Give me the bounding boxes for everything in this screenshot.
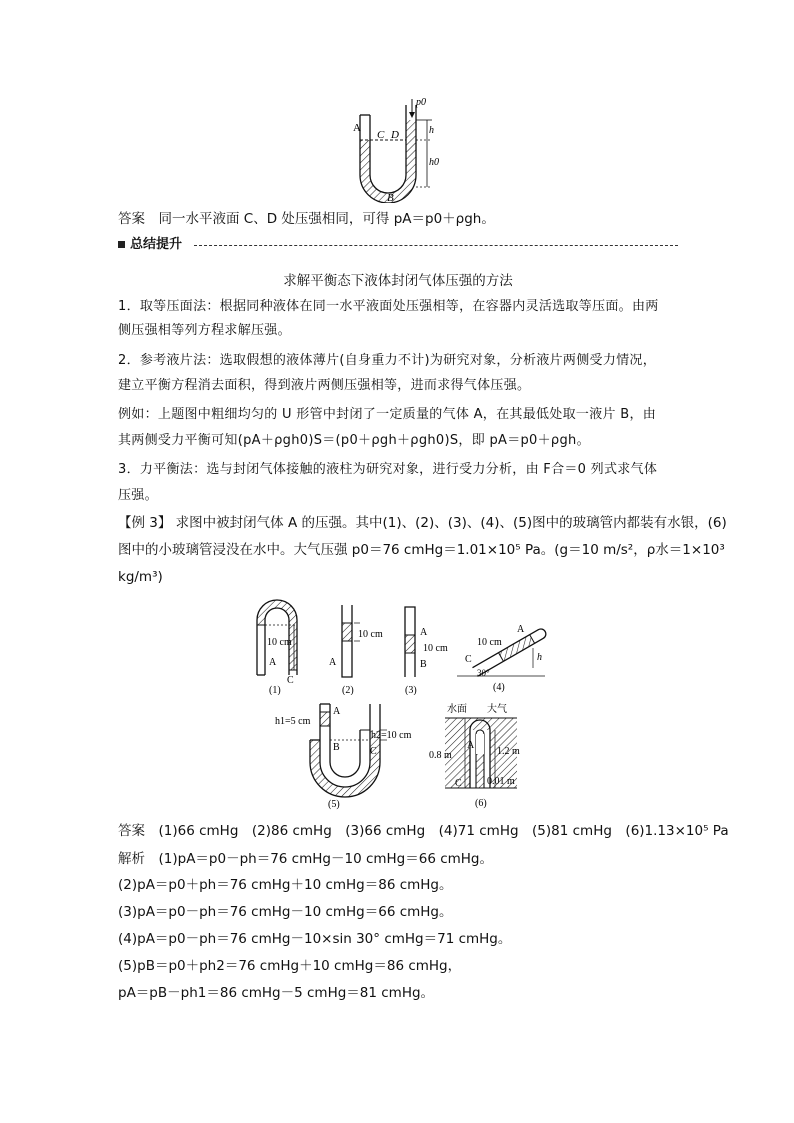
answer-1: 答案 同一水平液面 C、D 处压强相同，可得 pA＝p0＋ρgh。 xyxy=(118,211,495,227)
fig6-caption: (6) xyxy=(475,798,487,809)
fig6-water-surface: 水面 xyxy=(447,704,467,715)
fig5-h1: h1=5 cm xyxy=(275,716,311,727)
summary-title: 总结提升 xyxy=(130,237,183,252)
fig2-length: 10 cm xyxy=(358,629,383,640)
example-line: kg/m³) xyxy=(118,569,163,585)
fig6-label-c: C xyxy=(455,778,462,789)
label-p0: p0 xyxy=(416,97,426,108)
method-line: 2．参考液片法：选取假想的液体薄片(自身重力不计)为研究对象，分析液片两侧受力情况， xyxy=(118,353,657,368)
method-line: 压强。 xyxy=(118,488,158,503)
label-h: h xyxy=(429,125,434,136)
fig4-length: 10 cm xyxy=(477,637,502,648)
method-line: 例如：上题图中粗细均匀的 U 形管中封闭了一定质量的气体 A，在其最低处取一液片 B，由 xyxy=(118,407,657,422)
analysis-line: pA＝pB－ph1＝86 cmHg－5 cmHg＝81 cmHg。 xyxy=(118,985,435,1001)
fig4-caption: (4) xyxy=(493,682,505,693)
label-h0: h0 xyxy=(429,157,439,168)
label-b: B xyxy=(387,192,394,203)
fig1-caption: (1) xyxy=(269,685,281,695)
fig5-caption: (5) xyxy=(328,799,340,810)
fig3-label-a: A xyxy=(420,627,428,638)
figure-4 xyxy=(455,610,555,695)
fig1-length: 10 cm xyxy=(267,637,292,648)
fig1-label-c: C xyxy=(287,675,294,686)
fig5-label-c: C xyxy=(370,746,377,757)
fig4-label-a: A xyxy=(517,624,525,635)
fig2-caption: (2) xyxy=(342,685,354,695)
method-line: 1．取等压面法：根据同种液体在同一水平液面处压强相等，在容器内灵活选取等压面。由两 xyxy=(118,299,659,314)
figure-1 xyxy=(245,595,325,695)
example-line: 图中的小玻璃管浸没在水中。大气压强 p0＝76 cmHg＝1.01×10⁵ Pa。(g＝10 m/s²，ρ水＝1×10³ xyxy=(118,542,725,558)
answer-2: 答案 (1)66 cmHg (2)86 cmHg (3)66 cmHg (4)71 cmHg (5)81 cmHg (6)1.13×10⁵ Pa xyxy=(118,823,729,839)
fig6-depth-001: 0.01 m xyxy=(487,776,515,787)
analysis-line: (5)pB＝p0＋ph2＝76 cmHg＋10 cmHg＝86 cmHg， xyxy=(118,958,462,974)
fig6-label-a: A xyxy=(467,740,475,751)
method-line: 建立平衡方程消去面积，得到液片两侧压强相等，进而求得气体压强。 xyxy=(118,378,531,393)
tube-inner-wall xyxy=(370,105,406,193)
method-line: 其两侧受力平衡可知(pA＋ρgh0)S＝(p0＋ρgh＋ρgh0)S，即 pA＝p0＋ρgh。 xyxy=(118,433,590,448)
method-line: 3．力平衡法：选与封闭气体接触的液柱为研究对象，进行受力分析，由 F合＝0 列式求气体 xyxy=(118,462,658,477)
figure-6 xyxy=(425,700,525,810)
label-d: D xyxy=(391,129,399,141)
analysis-line: (3)pA＝p0－ph＝76 cmHg－10 cmHg＝66 cmHg。 xyxy=(118,904,453,920)
fig2-label-a: A xyxy=(329,657,337,668)
fig3-length: 10 cm xyxy=(423,643,448,654)
dashed-divider xyxy=(194,245,678,246)
fig6-depth-08: 0.8 m xyxy=(429,750,452,761)
fig3-caption: (3) xyxy=(405,685,417,695)
analysis-line: (4)pA＝p0－ph＝76 cmHg－10×sin 30° cmHg＝71 cmHg。 xyxy=(118,931,512,947)
top-u-tube-figure xyxy=(350,95,450,203)
label-a: A xyxy=(353,122,361,134)
label-c: C xyxy=(377,129,385,141)
figure-5 xyxy=(275,700,425,810)
analysis-line: (2)pA＝p0＋ph＝76 cmHg＋10 cmHg＝86 cmHg。 xyxy=(118,877,453,893)
method-title: 求解平衡态下液体封闭气体压强的方法 xyxy=(283,273,513,289)
fig4-label-h: h xyxy=(537,652,542,663)
fig4-angle: 30° xyxy=(477,668,490,678)
fig5-label-b: B xyxy=(333,742,340,753)
fig4-label-c: C xyxy=(465,654,472,665)
fig6-depth-12: 1.2 m xyxy=(497,746,520,757)
fig5-label-a: A xyxy=(333,706,341,717)
mercury-column xyxy=(360,120,416,203)
method-line: 侧压强相等列方程求解压强。 xyxy=(118,323,291,338)
fig5-h2: h2=10 cm xyxy=(371,730,412,741)
fig6-atmosphere: 大气 xyxy=(487,704,507,715)
figure-2 xyxy=(320,605,390,695)
square-bullet-icon xyxy=(118,241,125,248)
fig1-label-a: A xyxy=(269,657,277,668)
example-line: 【例 3】 求图中被封闭气体 A 的压强。其中(1)、(2)、(3)、(4)、(5)图中的玻璃管内都装有水银，(6) xyxy=(118,515,727,531)
fig3-label-b: B xyxy=(420,659,427,670)
figure-3 xyxy=(395,605,455,695)
summary-section-header xyxy=(118,236,678,256)
analysis-line: 解析 (1)pA＝p0－ph＝76 cmHg－10 cmHg＝66 cmHg。 xyxy=(118,851,494,867)
